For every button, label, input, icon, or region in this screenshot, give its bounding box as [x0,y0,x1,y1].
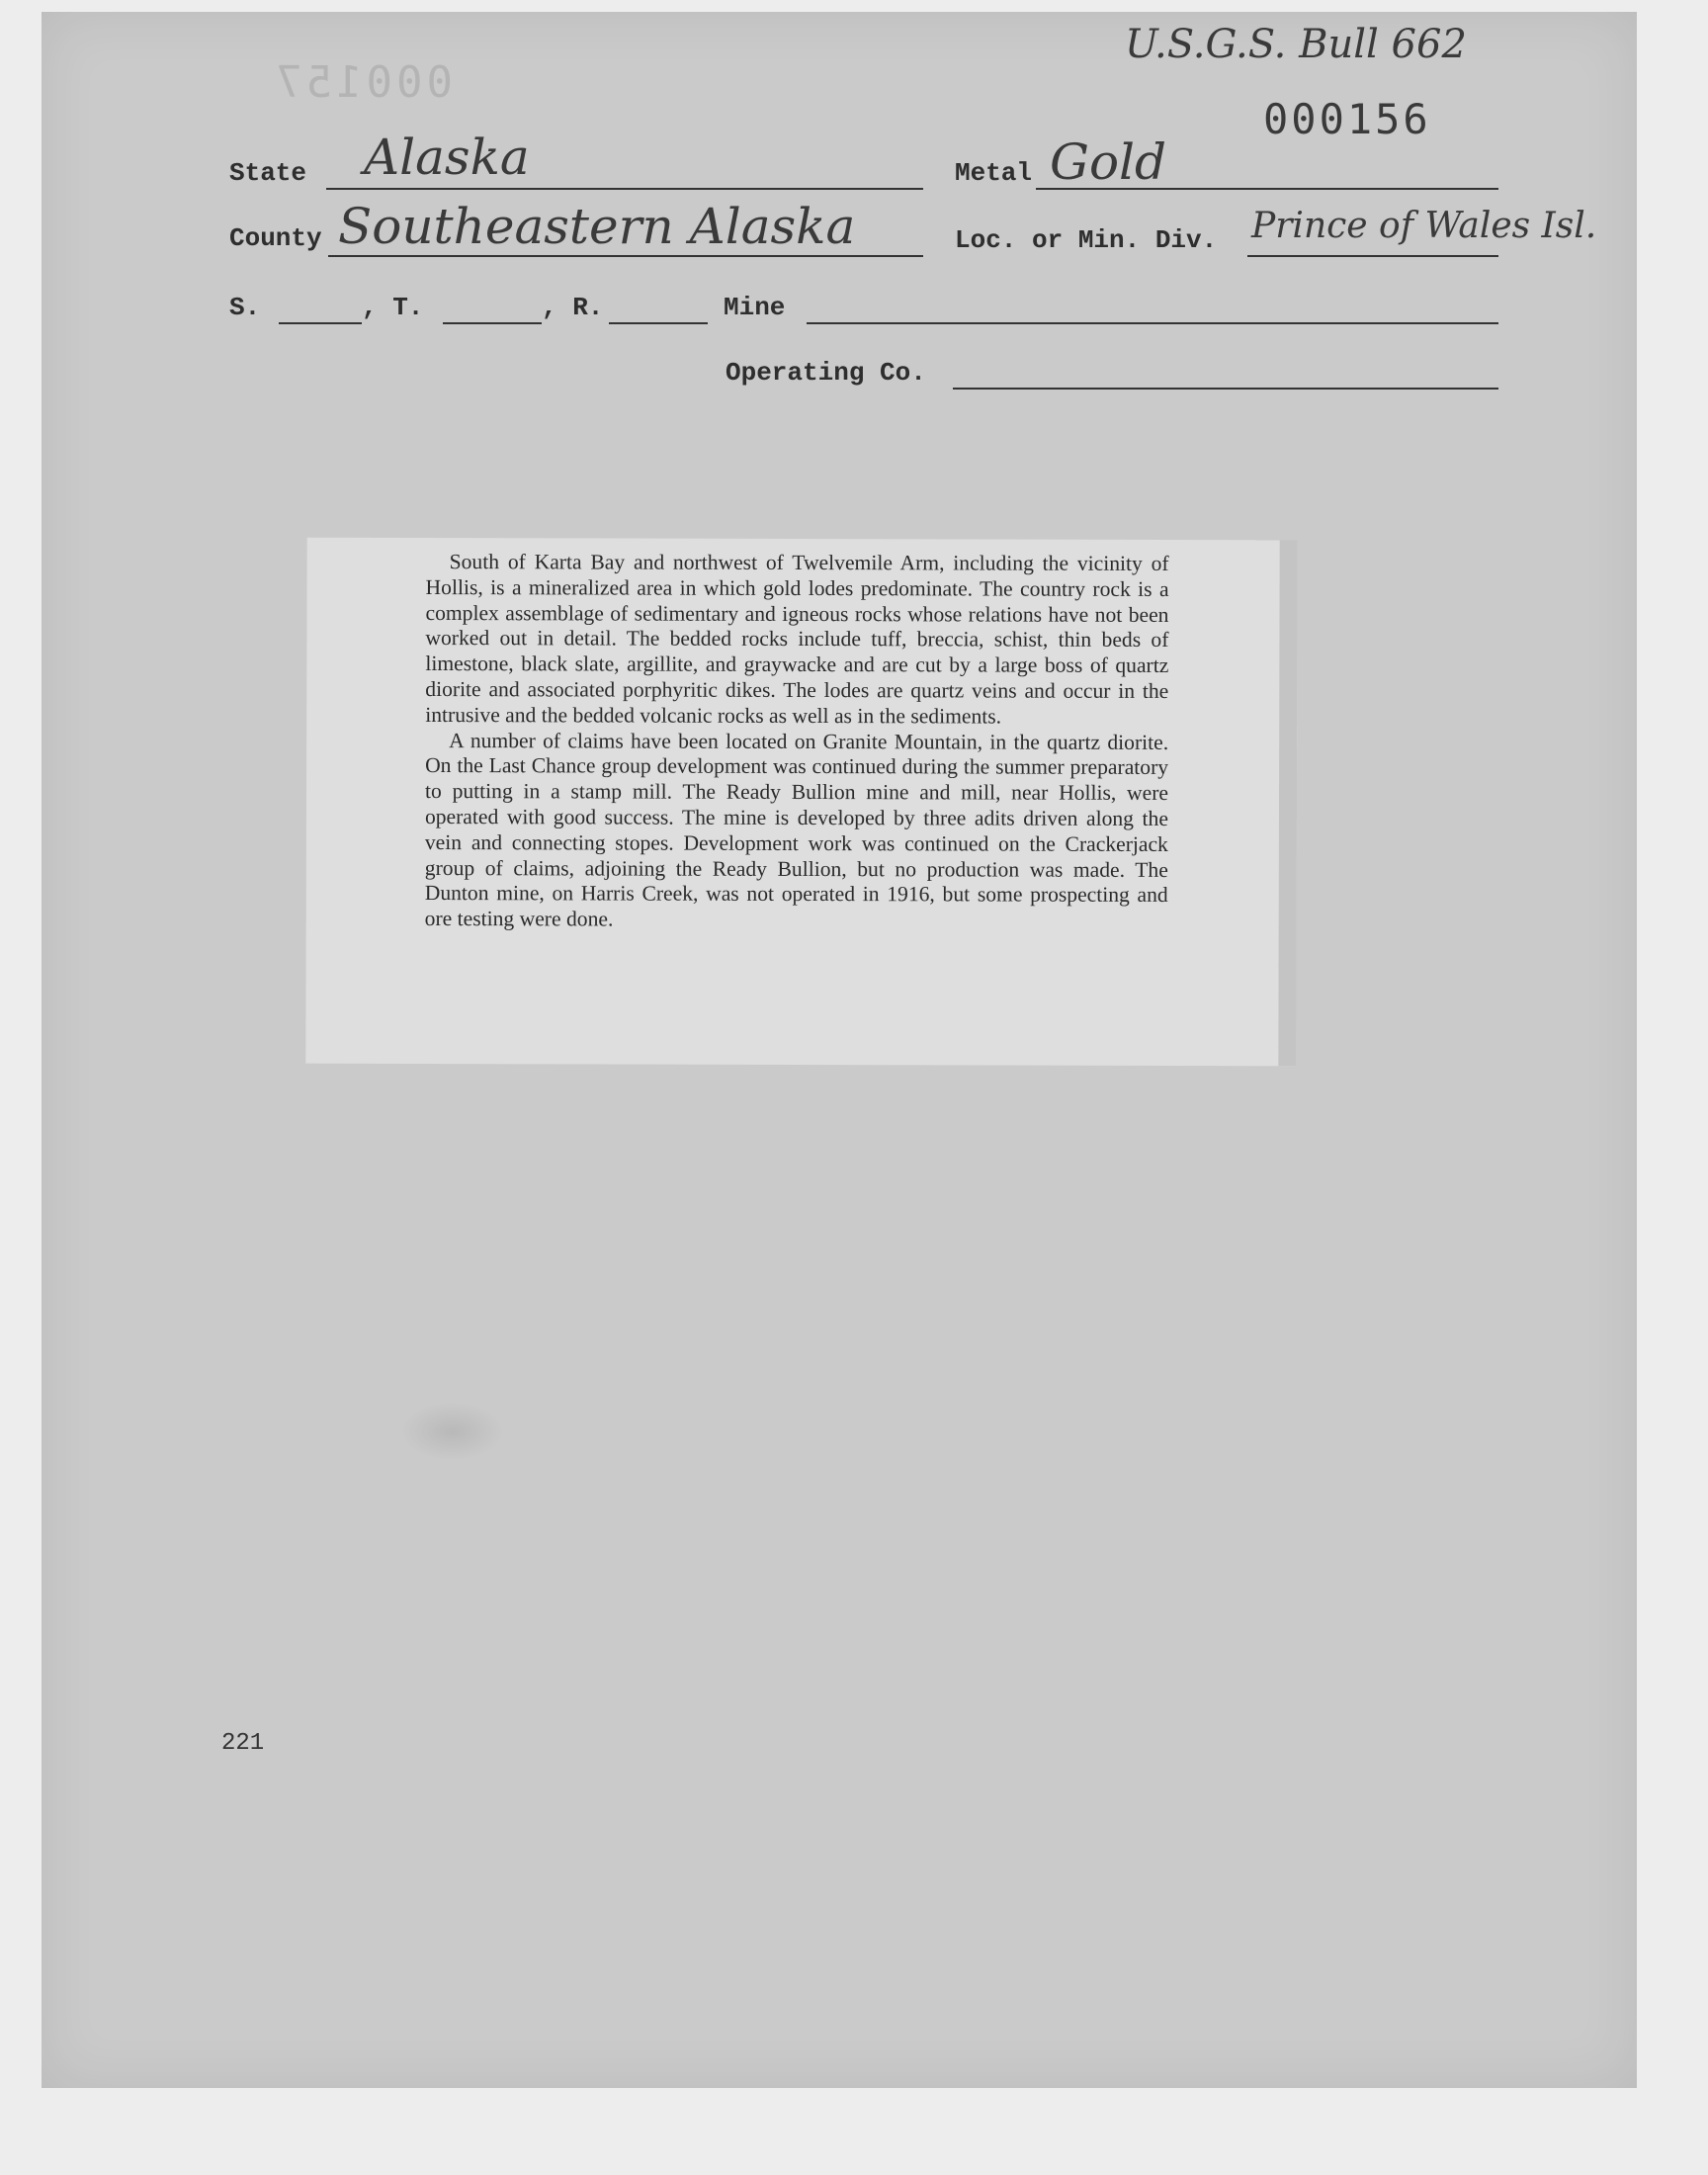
page-number: 221 [221,1730,265,1757]
section-line [279,322,362,324]
county-line [328,255,923,257]
mine-label: Mine [724,293,786,322]
metal-value: Gold [1050,133,1167,191]
state-label: State [229,158,307,188]
operating-line [953,388,1498,390]
clipping-paragraph-2: A number of claims have been located on Granite Mountain, in the quartz diorite. On the Last Chance group development was continued during the summer preparatory to putting in a stamp mill. The Ready Bullion mine and mill, near Hollis, were operated with good success. The mine is developed by three adits driven along the vein and connecting stopes. Development work was continued on the Crackerjack group of claims, adjoining the Ready Bullion, but no production was made. The Dunton mine, on Harris Creek, was not operated in 1916, but some prospecting and ore testing were done. [424,728,1169,931]
county-value: Southeastern Alaska [338,198,856,255]
text-clipping [305,538,1297,1067]
loc-value: Prince of Wales Isl. [1251,206,1597,246]
clipping-paragraph-1: South of Karta Bay and northwest of Twelvemile Arm, including the vicinity of Hollis, is a mineralized area in which gold lodes predominate. The country rock is a complex assemblage of sedimentary and igneous rocks whose relations have not been worked out in detail. The bedded rocks include tuff, breccia, schist, thin beds of limestone, black slate, argillite, and graywacke and are cut by a large boss of quartz diorite and associated porphyritic dikes. The lodes are quartz veins and occur in the intrusive and the bedded volcanic rocks as well as in the sediments. [425,550,1169,729]
bulletin-annotation: U.S.G.S. Bull 662 [1125,22,1467,67]
state-value: Alaska [364,129,530,186]
township-label: , T. [362,293,424,322]
township-line [443,322,542,324]
bleed-through-number: 000157 [272,57,453,108]
stamp-number: 000156 [1263,95,1431,143]
loc-line [1247,255,1498,257]
operating-label: Operating Co. [726,358,926,388]
clipping-text [425,550,1169,934]
loc-label: Loc. or Min. Div. [955,225,1218,255]
smudge-mark [400,1402,504,1461]
section-label: S. [229,293,261,322]
range-label: , R. [542,293,604,322]
metal-label: Metal [955,158,1033,188]
county-label: County [229,223,322,253]
state-line [326,188,923,190]
mine-line [807,322,1498,324]
range-line [609,322,708,324]
